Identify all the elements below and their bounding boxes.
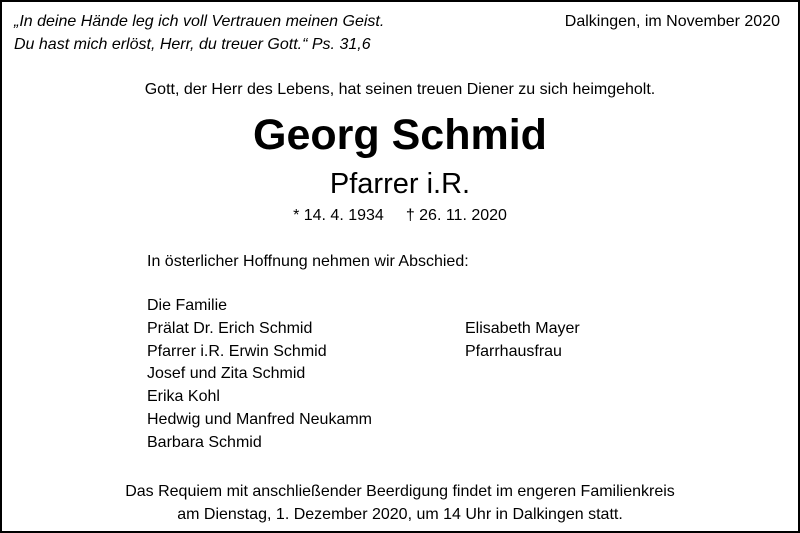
housekeeper-role: Pfarrhausfrau bbox=[465, 342, 562, 360]
requiem-line-2: am Dienstag, 1. Dezember 2020, um 14 Uhr in Dalkingen statt. bbox=[177, 506, 623, 523]
family-member: Barbara Schmid bbox=[147, 433, 262, 451]
family-member: Josef und Zita Schmid bbox=[147, 365, 306, 383]
family-member: Pfarrer i.R. Erwin Schmid bbox=[147, 342, 327, 360]
life-dates bbox=[2, 205, 798, 227]
requiem-notice bbox=[2, 480, 798, 526]
family-member: Die Familie bbox=[147, 297, 228, 314]
family-member: Hedwig und Manfred Neukamm bbox=[147, 410, 372, 428]
psalm-quote bbox=[14, 10, 384, 56]
intro-text: Gott, der Herr des Lebens, hat seinen treuen Diener zu sich heimgeholt. bbox=[144, 81, 656, 98]
family-member: Erika Kohl bbox=[147, 388, 220, 406]
housekeeper-block bbox=[465, 318, 580, 364]
housekeeper-name: Elisabeth Mayer bbox=[465, 320, 580, 337]
deceased-name: Georg Schmid bbox=[253, 111, 547, 159]
farewell-text: In österlicher Hoffnung nehmen wir Abschied: bbox=[147, 253, 469, 270]
family-list bbox=[147, 295, 372, 455]
family-member: Prälat Dr. Erich Schmid bbox=[147, 319, 313, 337]
birth-date: * 14. 4. 1934 bbox=[293, 207, 384, 224]
requiem-line-1: Das Requiem mit anschließender Beerdigung findet im engeren Familienkreis bbox=[125, 483, 675, 500]
death-date: † 26. 11. 2020 bbox=[405, 207, 507, 224]
deceased-title: Pfarrer i.R. bbox=[329, 168, 471, 200]
psalm-line-2: Du hast mich erlöst, Herr, du treuer Gott.“ Ps. 31,6 bbox=[14, 36, 371, 53]
place-date: Dalkingen, im November 2020 bbox=[564, 13, 780, 30]
psalm-line-1: „In deine Hände leg ich voll Vertrauen meinen Geist. bbox=[14, 13, 385, 30]
